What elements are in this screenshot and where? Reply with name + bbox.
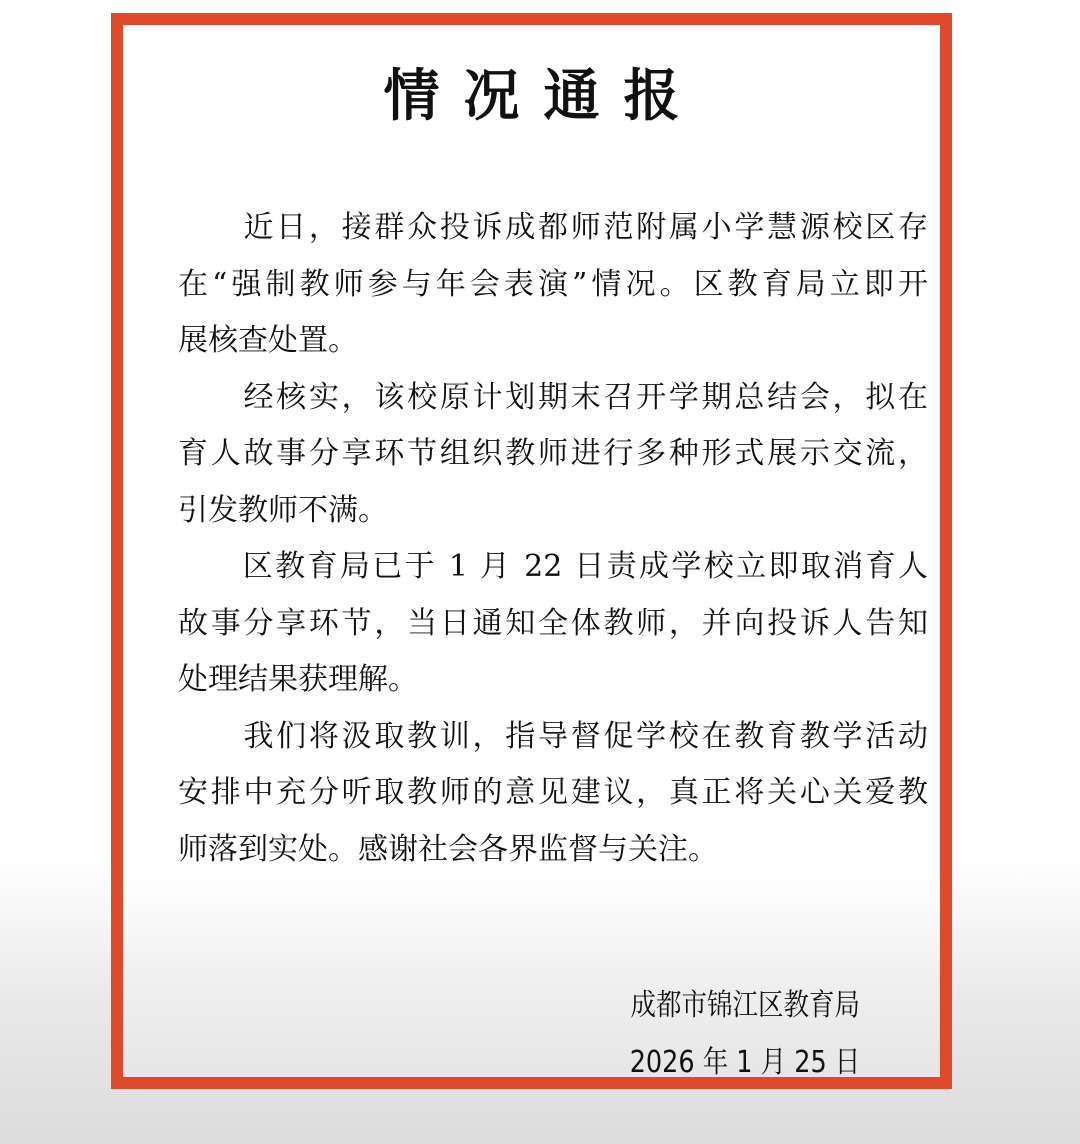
document-frame [111,13,952,1089]
paragraph-line: 区教育局已于 1 月 22 日责成学校立即取消育人 [178,549,928,584]
paragraph-line: 师落到实处。感谢社会各界监督与关注。 [178,831,718,867]
paragraph-line: 近日，接群众投诉成都师范附属小学慧源校区存 [178,210,928,245]
paragraph-line: 经核实，该校原计划期末召开学期总结会，拟在 [178,379,928,415]
signature-date: 2026 年 1 月 25 日 [629,1045,860,1080]
paragraph-line: 引发教师不满。 [178,492,388,528]
paragraph-line: 故事分享环节，当日通知全体教师，并向投诉人告知 [178,605,928,641]
paragraph-line: 我们将汲取教训，指导督促学校在教育教学活动 [178,718,928,754]
paragraph-line: 在“强制教师参与年会表演”情况。区教育局立即开 [178,266,928,302]
paragraph-line: 育人故事分享环节组织教师进行多种形式展示交流， [178,436,928,471]
document-body [178,200,928,878]
signature-org: 成都市锦江区教育局 [630,988,860,1023]
paragraph-line: 处理结果获理解。 [178,662,418,697]
paragraph-line: 安排中充分听取教师的意见建议，真正将关心关爱教 [178,775,928,810]
document-title: 情况通报 [383,63,704,129]
paragraph-line: 展核查处置。 [178,323,358,358]
